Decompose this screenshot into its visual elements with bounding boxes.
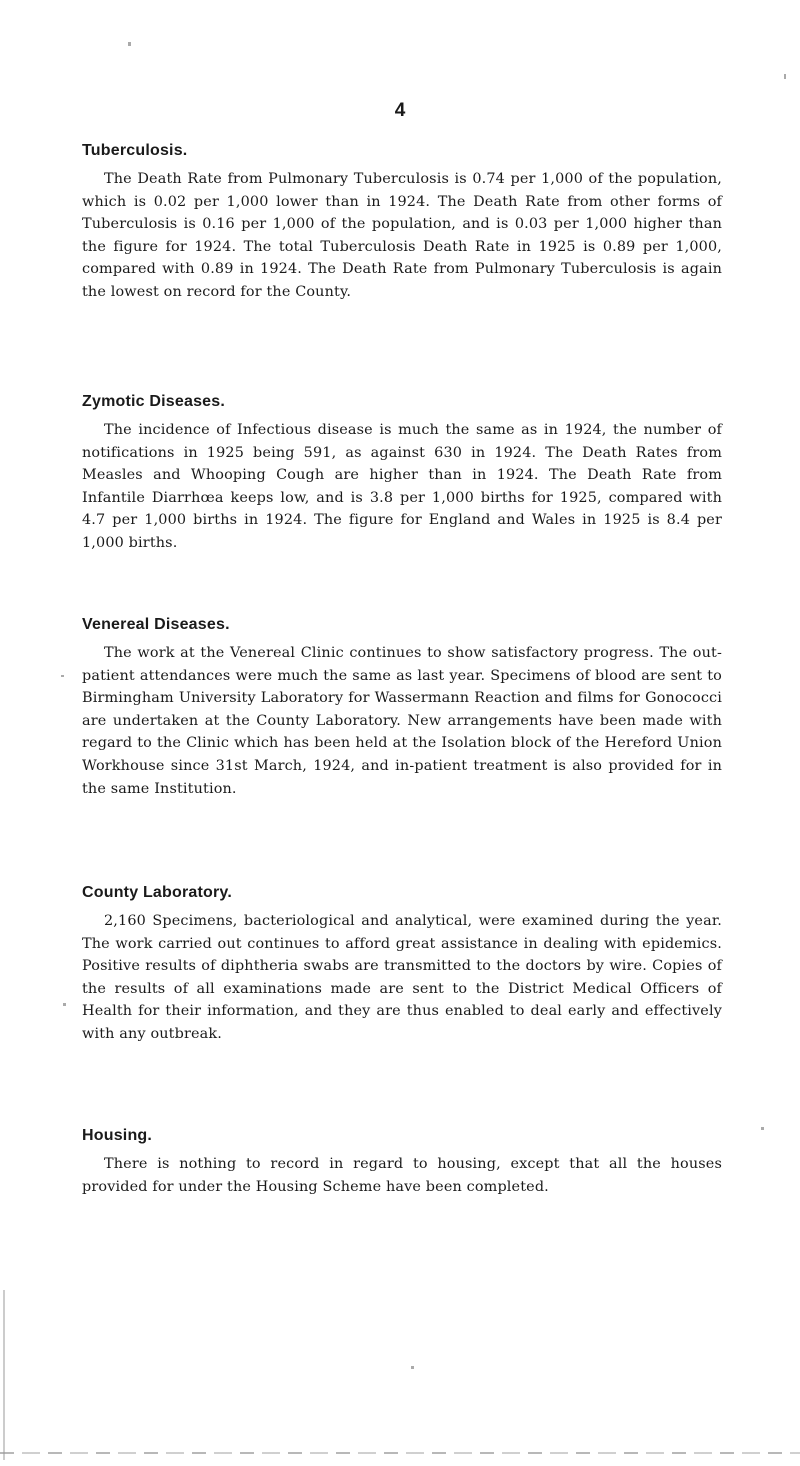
page-number: 4 <box>394 100 406 121</box>
section-heading: Venereal Diseases. <box>82 616 230 633</box>
scan-edge-bottom <box>0 1452 800 1454</box>
section-heading: Zymotic Diseases. <box>82 393 226 410</box>
scan-speck <box>61 675 64 677</box>
scan-edge-left <box>3 1290 5 1460</box>
section-paragraph: 2,160 Specimens, bacteriological and analytical, were examined during the year. The work carried out continues to afford great assistance in dealing with epidemics. Positive results of diphtheria swabs are transmitted to the doctors by wire. Copies of the results of all examinations made are sent to the District Medical Officers of Health for their information, and they are thus enabled to deal early and effectively with any outbreak. <box>82 913 722 1042</box>
section-heading: Tuberculosis. <box>82 142 188 159</box>
section-heading: Housing. <box>82 1127 153 1144</box>
section-county-laboratory <box>82 882 722 1046</box>
section-paragraph: The incidence of Infectious disease is much the same as in 1924, the number of notifications in 1925 being 591, as against 630 in 1924. The Death Rates from Measles and Whooping Cough are higher than in 1924. The Death Rate from Infantile Diarrhœa keeps low, and is 3.8 per 1,000 births for 1925, compared with 4.7 per 1,000 births in 1924. The figure for England and Wales in 1925 is 8.4 per 1,000 births. <box>82 422 722 551</box>
section-paragraph: The work at the Venereal Clinic continues to show satisfactory progress. The out-patient attendances were much the same as last year. Specimens of blood are sent to Birmingham University Laboratory for Wassermann Reaction and films for Gonococci are undertaken at the County Laboratory. New arrangements have been made with regard to the Clinic which has been held at the Isolation block of the Hereford Union Workhouse since 31st March, 1924, and in-patient treatment is also provided for in the same Institution. <box>82 645 722 797</box>
scan-speck <box>784 74 786 79</box>
section-paragraph: The Death Rate from Pulmonary Tuberculosis is 0.74 per 1,000 of the population, which is 0.02 per 1,000 lower than in 1924. The Death Rate from other forms of Tuberculosis is 0.16 per 1,000 of the population, and is 0.03 per 1,000 higher than the figure for 1924. The total Tuberculosis Death Rate in 1925 is 0.89 per 1,000, compared with 0.89 in 1924. The Death Rate from Pulmonary Tuberculosis is again the lowest on record for the County. <box>82 171 722 300</box>
scan-speck <box>761 1127 764 1130</box>
scan-speck <box>411 1366 414 1369</box>
section-venereal-diseases <box>82 614 722 800</box>
section-zymotic-diseases <box>82 391 722 555</box>
scan-speck <box>63 1003 66 1006</box>
section-tuberculosis <box>82 140 722 304</box>
section-paragraph: There is nothing to record in regard to housing, except that all the houses provided for under the Housing Scheme have been completed. <box>82 1156 722 1195</box>
scan-speck <box>128 42 131 46</box>
section-housing <box>82 1125 722 1198</box>
section-heading: County Laboratory. <box>82 884 232 901</box>
